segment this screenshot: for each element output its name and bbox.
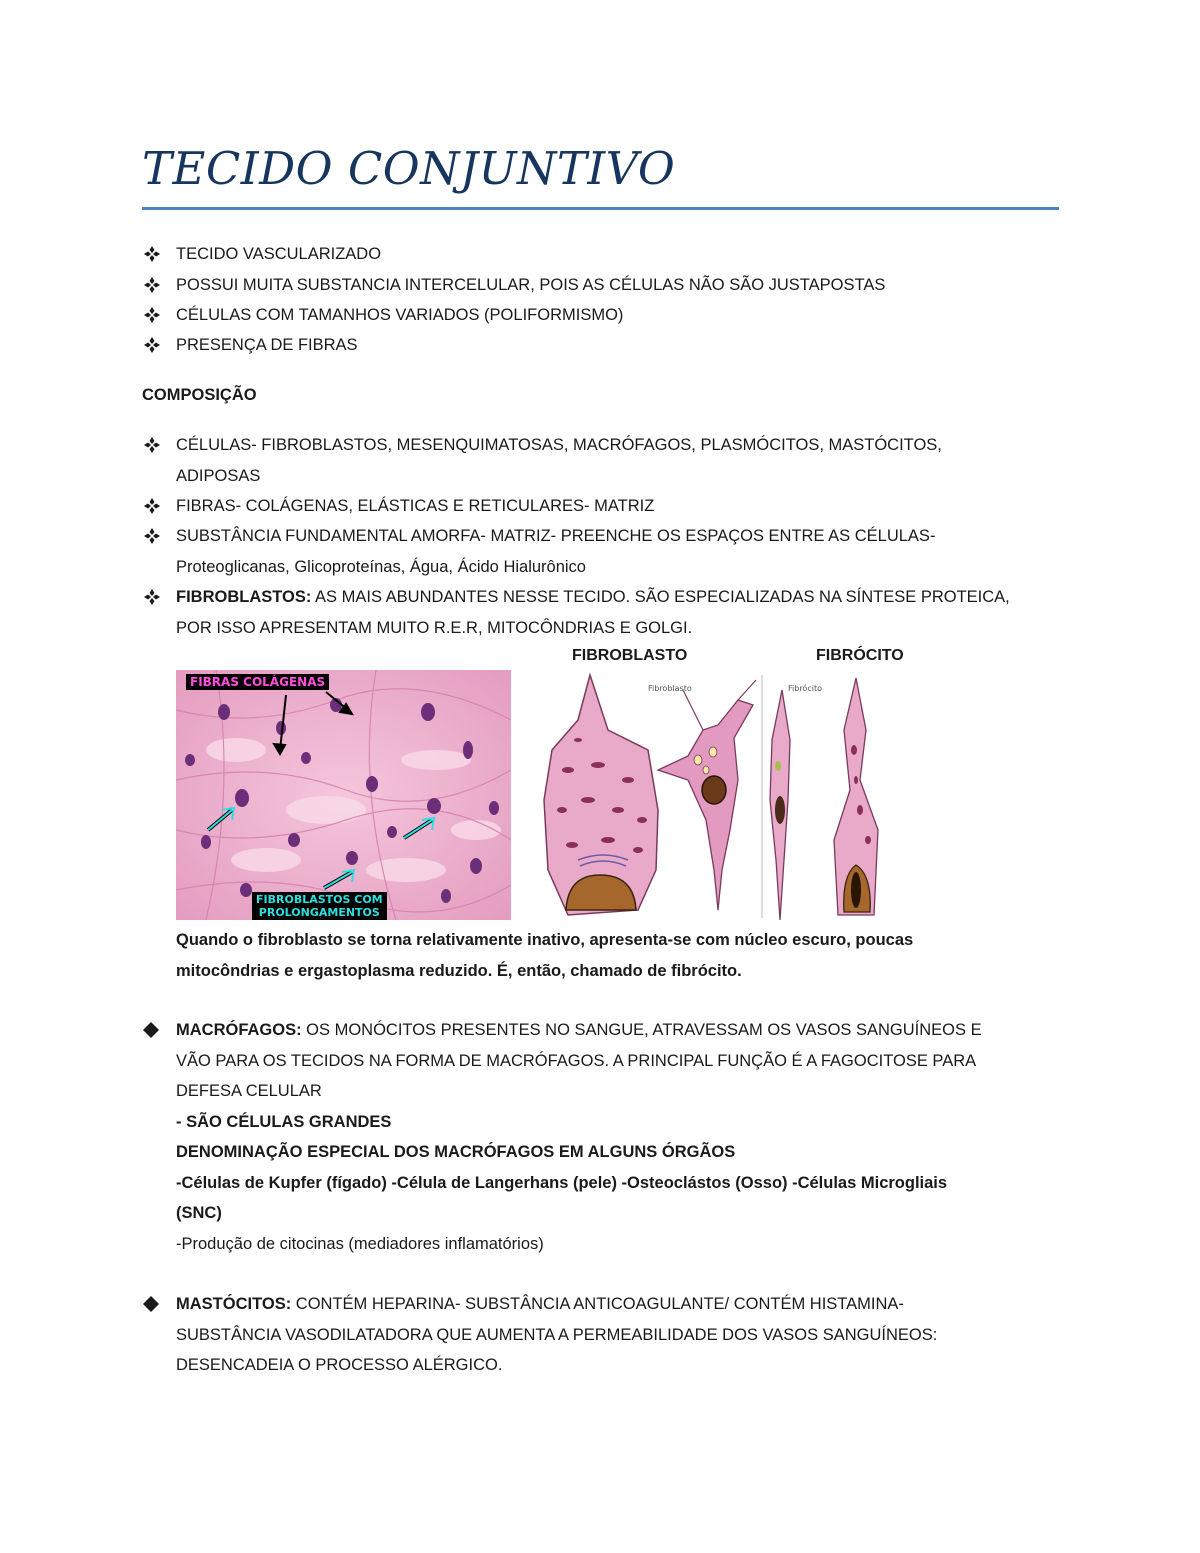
macrophages-line-3: DEFESA CELULAR [176, 1082, 322, 1100]
mastocytes-line-2: SUBSTÂNCIA VASODILATADORA QUE AUMENTA A PERMEABILIDADE DOS VASOS SANGUÍNEOS: [176, 1326, 938, 1344]
clover-bullet-icon [143, 306, 161, 324]
composition-substance-line-1: SUBSTÂNCIA FUNDAMENTAL AMORFA- MATRIZ- PREENCHE OS ESPAÇOS ENTRE AS CÉLULAS- [176, 527, 936, 545]
composition-substance-line-2: Proteoglicanas, Glicoproteínas, Água, Ácido Hialurônico [176, 558, 586, 576]
fibroblast-fibrocyte-diagram [538, 670, 918, 920]
micrograph-image [176, 670, 511, 920]
fibroblasts-text: AS MAIS ABUNDANTES NESSE TECIDO. SÃO ESPECIALIZADAS NA SÍNTESE PROTEICA, [311, 588, 1010, 606]
caption-fibrocyte: FIBRÓCITO [816, 647, 904, 664]
composition-fibers: FIBRAS- COLÁGENAS, ELÁSTICAS E RETICULARES- MATRIZ [176, 497, 655, 515]
micro-label-fibroblasts-line-2: PROLONGAMENTOS [258, 906, 380, 919]
mastocytes-line-3: DESENCADEIA O PROCESSO ALÉRGICO. [176, 1356, 503, 1374]
clover-bullet-icon [143, 588, 161, 606]
fibroblasts-label: FIBROBLASTOS: [176, 588, 312, 606]
diamond-bullet-icon [142, 1021, 160, 1039]
composition-heading: COMPOSIÇÃO [142, 386, 257, 404]
intro-bullet-4: PRESENÇA DE FIBRAS [176, 336, 358, 354]
clover-bullet-icon [143, 276, 161, 294]
clover-bullet-icon [143, 336, 161, 354]
macrophages-text: OS MONÓCITOS PRESENTES NO SANGUE, ATRAVESSAM OS VASOS SANGUÍNEOS E [301, 1021, 982, 1039]
macrophages-line-1 [176, 1020, 982, 1040]
intro-bullet-1: TECIDO VASCULARIZADO [176, 245, 382, 263]
caption-fibroblast: FIBROBLASTO [572, 647, 688, 664]
macrophages-line-5: DENOMINAÇÃO ESPECIAL DOS MACRÓFAGOS EM ALGUNS ÓRGÃOS [176, 1143, 736, 1161]
diamond-bullet-icon [142, 1295, 160, 1313]
micro-label-fibroblasts-line-1: FIBROBLASTOS COM [256, 893, 383, 906]
macrophages-line-4: - SÃO CÉLULAS GRANDES [176, 1113, 392, 1131]
mastocytes-line-1 [176, 1294, 904, 1314]
macrophages-line-2: VÃO PARA OS TECIDOS NA FORMA DE MACRÓFAGOS. A PRINCIPAL FUNÇÃO É A FAGOCITOSE PARA [176, 1052, 977, 1070]
clover-bullet-icon [143, 436, 161, 454]
fibrocyte-note-line-1: Quando o fibroblasto se torna relativamente inativo, apresenta-se com núcleo escuro, poucas [176, 931, 914, 949]
macrophages-line-7: (SNC) [176, 1204, 222, 1222]
macrophages-line-8: -Produção de citocinas (mediadores inflamatórios) [176, 1235, 544, 1253]
composition-fibroblasts-line-2: POR ISSO APRESENTAM MUITO R.E.R, MITOCÔNDRIAS E GOLGI. [176, 619, 693, 637]
macrophages-label: MACRÓFAGOS: [176, 1021, 302, 1039]
fibrocyte-note-line-2: mitocôndrias e ergastoplasma reduzido. É, então, chamado de fibrócito. [176, 962, 742, 980]
clover-bullet-icon [143, 245, 161, 263]
diagram-label-fibroblast: Fibroblasto [648, 684, 692, 693]
mastocytes-text: CONTÉM HEPARINA- SUBSTÂNCIA ANTICOAGULANTE/ CONTÉM HISTAMINA- [291, 1295, 904, 1313]
macrophages-line-6: -Células de Kupfer (fígado) -Célula de Langerhans (pele) -Osteoclástos (Osso) -Células Microgliais [176, 1174, 948, 1192]
composition-cells-line-1: CÉLULAS- FIBROBLASTOS, MESENQUIMATOSAS, MACRÓFAGOS, PLASMÓCITOS, MASTÓCITOS, [176, 436, 942, 454]
title-underline [142, 207, 1059, 210]
page-title: TECIDO CONJUNTIVO [142, 142, 676, 195]
intro-bullet-2: POSSUI MUITA SUBSTANCIA INTERCELULAR, POIS AS CÉLULAS NÃO SÃO JUSTAPOSTAS [176, 276, 886, 294]
micro-label-collagen-fibers: FIBRAS COLÁGENAS [186, 674, 329, 690]
clover-bullet-icon [143, 497, 161, 515]
intro-bullet-3: CÉLULAS COM TAMANHOS VARIADOS (POLIFORMISMO) [176, 306, 624, 324]
mastocytes-label: MASTÓCITOS: [176, 1295, 292, 1313]
diagram-label-fibrocyte: Fibrócito [788, 684, 822, 693]
clover-bullet-icon [143, 527, 161, 545]
composition-fibroblasts-line-1 [176, 587, 1010, 607]
composition-cells-line-2: ADIPOSAS [176, 467, 261, 485]
micro-label-fibroblasts [252, 892, 387, 920]
